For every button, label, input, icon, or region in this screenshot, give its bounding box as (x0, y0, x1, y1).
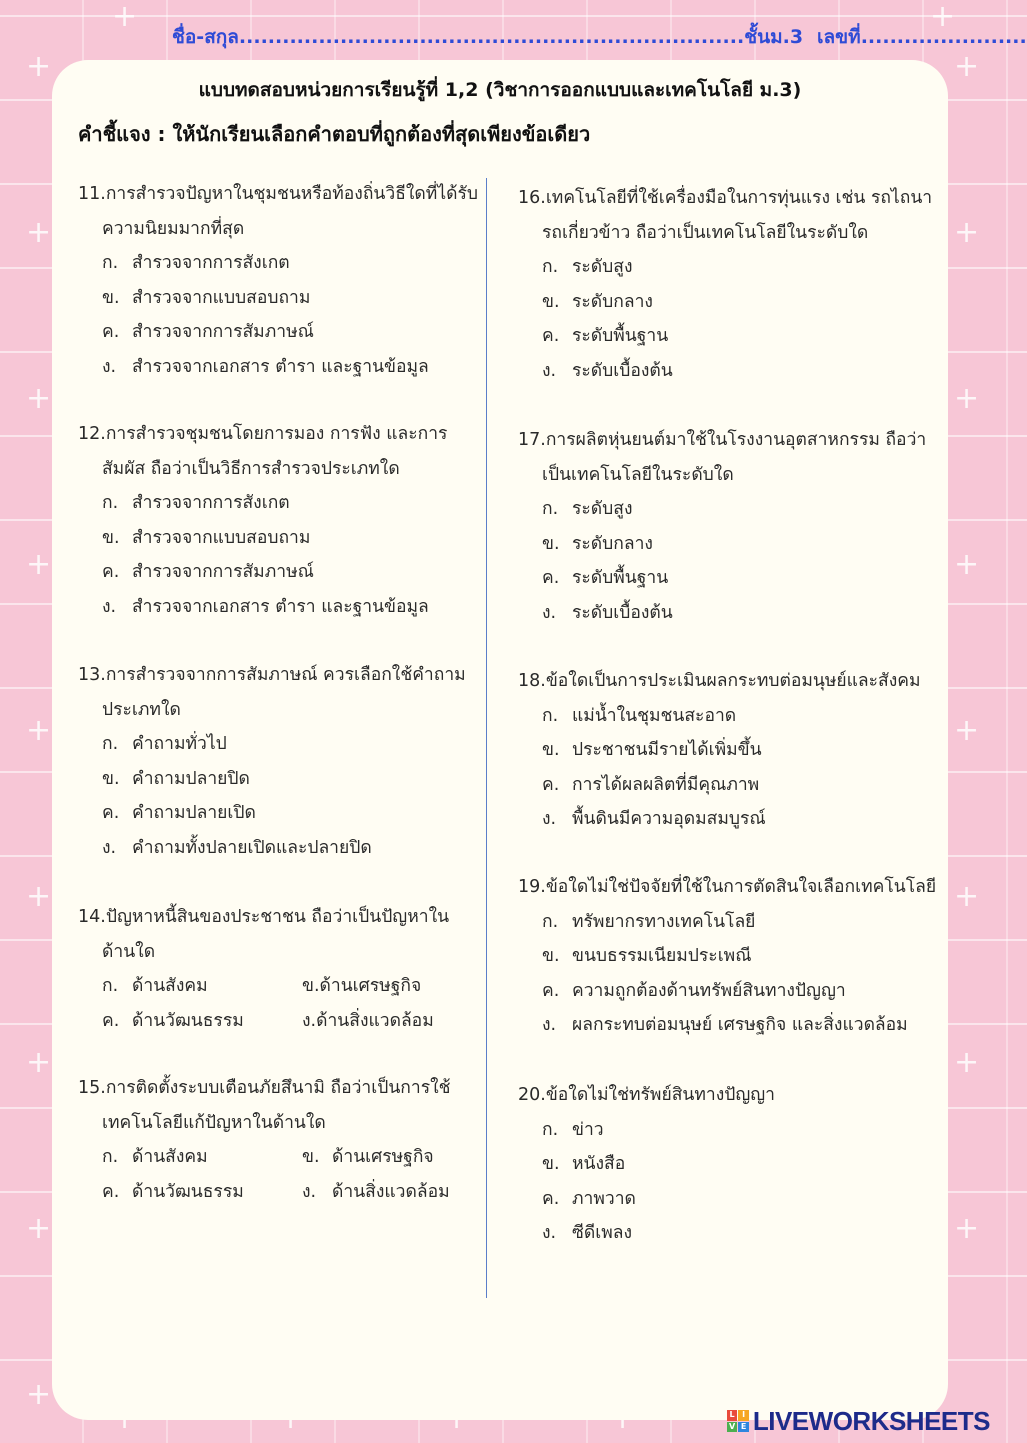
option-text: ข่าว (572, 1119, 604, 1140)
option-item[interactable] (518, 699, 948, 734)
option-text: สำรวจจากเอกสาร ตำรา และฐานข้อมูล (132, 596, 429, 617)
option-label: ข. (542, 946, 560, 966)
option-item[interactable] (518, 285, 938, 320)
logo-letter: I (738, 1410, 749, 1421)
question-18 (518, 664, 948, 837)
option-item[interactable] (518, 527, 938, 562)
option-label: ข. (542, 533, 560, 554)
option-item[interactable] (518, 974, 948, 1009)
option-label: ค. (102, 803, 120, 823)
question-19 (518, 870, 948, 1043)
option-item[interactable] (518, 1147, 938, 1182)
option-item[interactable] (518, 561, 938, 596)
option-label: ก. (102, 253, 119, 273)
option-text: การได้ผลผลิตที่มีคุณภาพ (572, 774, 760, 795)
option-text: ด้านเศรษฐกิจ (332, 1147, 434, 1167)
plus-decoration-icon: + (26, 879, 52, 914)
question-15 (78, 1071, 478, 1209)
logo-letter: E (738, 1422, 749, 1433)
option-label: ค. (542, 568, 560, 588)
option-item[interactable] (78, 281, 488, 316)
option-text: ง.ด้านสิ่งแวดล้อม (302, 1010, 434, 1031)
option-label: ง. (542, 602, 557, 623)
option-item[interactable] (518, 1113, 938, 1148)
option-label: ก. (542, 911, 559, 932)
option-label: ข. (542, 291, 560, 312)
logo-grid-icon (727, 1410, 749, 1432)
option-text: ด้านสังคม (132, 976, 208, 996)
option-text: สำรวจจากการสังเกต (132, 493, 290, 513)
logo-text: LIVEWORKSHEETS (752, 1405, 990, 1436)
option-label: ค. (542, 326, 560, 346)
option-item[interactable] (78, 590, 478, 625)
plus-decoration-icon: + (954, 879, 980, 914)
class-label: ชั้นม.3 (744, 26, 804, 48)
option-text: ระดับสูง (572, 257, 633, 277)
option-item[interactable] (278, 969, 478, 1004)
question-text: 18.ข้อใดเป็นการประเมินผลกระทบต่อมนุษย์และสังคม (518, 671, 921, 691)
option-text: ระดับเบื้องต้น (572, 360, 673, 381)
question-20 (518, 1078, 938, 1251)
option-label: ก. (102, 976, 119, 996)
option-item[interactable] (78, 1004, 278, 1039)
option-text: ประชาชนมีรายได้เพิ่มขึ้น (572, 740, 762, 760)
option-label: ค. (542, 774, 560, 795)
option-text: ภาพวาด (572, 1188, 636, 1209)
option-item[interactable] (518, 596, 938, 631)
plus-decoration-icon: + (26, 1377, 52, 1412)
option-item[interactable] (78, 486, 478, 521)
option-item[interactable] (278, 1175, 478, 1210)
option-label: ข. (542, 1154, 560, 1174)
question-text: 11.การสำรวจปัญหาในชุมชนหรือท้องถิ่นวิธีใดที่ได้รับความนิยมมากที่สุด (78, 184, 479, 239)
option-text: คำถามปลายเปิด (132, 803, 256, 823)
plus-decoration-icon: + (954, 215, 980, 250)
question-13 (78, 658, 478, 865)
option-label: ค. (102, 562, 120, 582)
option-text: สำรวจจากเอกสาร ตำรา และฐานข้อมูล (132, 356, 429, 377)
question-12 (78, 417, 478, 624)
option-label: ก. (542, 257, 559, 277)
liveworksheets-logo[interactable] (727, 1405, 990, 1437)
option-text: ผลกระทบต่อมนุษย์ เศรษฐกิจ และสิ่งแวดล้อม (572, 1015, 908, 1035)
option-label: ง. (542, 1223, 557, 1243)
question-text: 13.การสำรวจจากการสัมภาษณ์ ควรเลือกใช้คำถามประเภทใด (78, 665, 466, 720)
option-label: ง. (102, 596, 117, 617)
option-text: ด้านวัฒนธรรม (132, 1010, 244, 1031)
plus-decoration-icon: + (26, 713, 52, 748)
option-text: ระดับกลาง (572, 291, 653, 312)
option-text: พื้นดินมีความอุดมสมบูรณ์ (572, 809, 766, 829)
option-text: สำรวจจากการสัมภาษณ์ (132, 562, 314, 582)
option-label: ค. (102, 1181, 120, 1202)
option-text: ระดับพื้นฐาน (572, 568, 669, 588)
question-text: 14.ปัญหาหนี้สินของประชาชน ถือว่าเป็นปัญหาในด้านใด (78, 907, 450, 962)
student-info-line (172, 22, 1027, 52)
plus-decoration-icon: + (112, 0, 138, 34)
plus-decoration-icon: + (26, 215, 52, 250)
option-label: ง. (102, 356, 117, 377)
option-label: ก. (542, 1119, 559, 1140)
option-label: ก. (102, 1147, 119, 1167)
option-text: แม่น้ำในชุมชนสะอาด (572, 705, 737, 726)
option-text: ระดับกลาง (572, 533, 653, 554)
option-item[interactable] (518, 802, 948, 837)
option-text: ซีดีเพลง (572, 1223, 633, 1243)
option-item[interactable] (78, 555, 478, 590)
option-label: ค. (542, 1188, 560, 1209)
option-label: ง. (542, 809, 557, 829)
option-text: หนังสือ (572, 1154, 626, 1174)
question-14 (78, 900, 478, 1038)
option-item[interactable] (518, 492, 938, 527)
option-item[interactable] (518, 1216, 938, 1251)
option-item[interactable] (78, 727, 478, 762)
option-item[interactable] (78, 315, 488, 350)
plus-decoration-icon: + (954, 1211, 980, 1246)
option-item[interactable] (518, 733, 948, 768)
option-text: สำรวจจากการสังเกต (132, 253, 290, 273)
option-text: คำถามทั่วไป (132, 734, 227, 754)
option-label: ข. (102, 527, 120, 548)
option-label: ง. (102, 837, 117, 858)
option-item[interactable] (518, 354, 938, 389)
option-label: ค. (102, 1010, 120, 1031)
option-item[interactable] (278, 1140, 478, 1175)
plus-decoration-icon: + (26, 1045, 52, 1080)
option-item[interactable] (78, 350, 488, 385)
logo-letter: V (727, 1422, 738, 1433)
option-text: คำถามทั้งปลายเปิดและปลายปิด (132, 837, 372, 858)
plus-decoration-icon: + (954, 713, 980, 748)
option-item[interactable] (78, 969, 278, 1004)
option-item[interactable] (518, 1182, 938, 1217)
option-label: ค. (102, 322, 120, 342)
option-item[interactable] (78, 796, 478, 831)
question-text: 16.เทคโนโลยีที่ใช้เครื่องมือในการทุ่นแรง เช่น รถไถนา รถเกี่ยวข้าว ถือว่าเป็นเทคโนโลยีในระดับใด (518, 188, 933, 243)
plus-decoration-icon: + (26, 381, 52, 416)
plus-decoration-icon: + (954, 1045, 980, 1080)
question-text: 20.ข้อใดไม่ใช่ทรัพย์สินทางปัญญา (518, 1085, 776, 1105)
plus-decoration-icon: + (954, 547, 980, 582)
question-text: 12.การสำรวจชุมชนโดยการมอง การฟัง และการสัมผัส ถือว่าเป็นวิธีการสำรวจประเภทใด (78, 424, 448, 479)
plus-decoration-icon: + (26, 49, 52, 84)
option-item[interactable] (518, 905, 948, 940)
option-label: ก. (542, 705, 559, 726)
option-label: ข. (102, 768, 120, 789)
plus-decoration-icon: + (26, 547, 52, 582)
option-item[interactable] (78, 1175, 278, 1210)
option-text: สำรวจจากแบบสอบถาม (132, 287, 311, 308)
option-label: ง. (542, 360, 557, 381)
question-text: 19.ข้อใดไม่ใช่ปัจจัยที่ใช้ในการตัดสินใจเลือกเทคโนโลยี (518, 877, 937, 897)
option-text: ระดับสูง (572, 499, 633, 519)
option-label: ข. (542, 740, 560, 760)
option-text: ด้านสังคม (132, 1147, 208, 1167)
option-label: ก. (102, 734, 119, 754)
question-16 (518, 181, 938, 388)
option-text: สำรวจจากแบบสอบถาม (132, 527, 311, 548)
option-text: ระดับเบื้องต้น (572, 602, 673, 623)
option-text: ขนบธรรมเนียมประเพณี (572, 946, 752, 966)
plus-decoration-icon: + (930, 0, 956, 34)
option-text: ข.ด้านเศรษฐกิจ (302, 976, 422, 996)
option-item[interactable] (78, 1140, 278, 1175)
option-text: ด้านสิ่งแวดล้อม (332, 1181, 450, 1202)
option-item[interactable] (78, 521, 478, 556)
option-item[interactable] (518, 939, 948, 974)
option-item[interactable] (518, 250, 938, 285)
option-label: ค. (542, 980, 560, 1001)
option-text: ด้านวัฒนธรรม (132, 1181, 244, 1202)
option-label: ข. (302, 1147, 320, 1167)
option-text: ความถูกต้องด้านทรัพย์สินทางปัญญา (572, 980, 846, 1001)
option-item[interactable] (518, 768, 948, 803)
option-item[interactable] (78, 246, 488, 281)
question-text: 15.การติดตั้งระบบเตือนภัยสึนามิ ถือว่าเป็นการใช้เทคโนโลยีแก้ปัญหาในด้านใด (78, 1078, 451, 1133)
plus-decoration-icon: + (26, 1211, 52, 1246)
logo-letter: L (727, 1410, 738, 1421)
plus-decoration-icon: + (954, 49, 980, 84)
instruction-text: คำชี้แจง : ให้นักเรียนเลือกคำตอบที่ถูกต้องที่สุดเพียงข้อเดียว (78, 122, 591, 146)
option-text: คำถามปลายปิด (132, 768, 250, 789)
option-text: ระดับพื้นฐาน (572, 326, 669, 346)
option-text: ทรัพยากรทางเทคโนโลยี (572, 911, 756, 932)
option-label: ก. (102, 493, 119, 513)
name-field[interactable]: ชื่อ-สกุล...................................................................... (172, 26, 745, 48)
option-item[interactable] (78, 762, 478, 797)
option-item[interactable] (518, 319, 938, 354)
question-11 (78, 177, 488, 384)
plus-decoration-icon: + (954, 381, 980, 416)
option-label: ง. (542, 1015, 557, 1035)
option-item[interactable] (78, 831, 478, 866)
question-17 (518, 423, 938, 630)
number-field[interactable]: เลขที่....................... (817, 26, 1027, 48)
option-item[interactable] (518, 1008, 948, 1043)
question-text: 17.การผลิตหุ่นยนต์มาใช้ในโรงงานอุตสาหกรรม ถือว่าเป็นเทคโนโลยีในระดับใด (518, 430, 927, 485)
option-label: ก. (542, 499, 559, 519)
option-text: สำรวจจากการสัมภาษณ์ (132, 322, 314, 342)
option-label: ข. (102, 287, 120, 308)
page-title: แบบทดสอบหน่วยการเรียนรู้ที่ 1,2 (วิชาการออกแบบและเทคโนโลยี ม.3) (198, 79, 802, 101)
option-item[interactable] (278, 1004, 478, 1039)
option-label: ง. (302, 1181, 317, 1202)
